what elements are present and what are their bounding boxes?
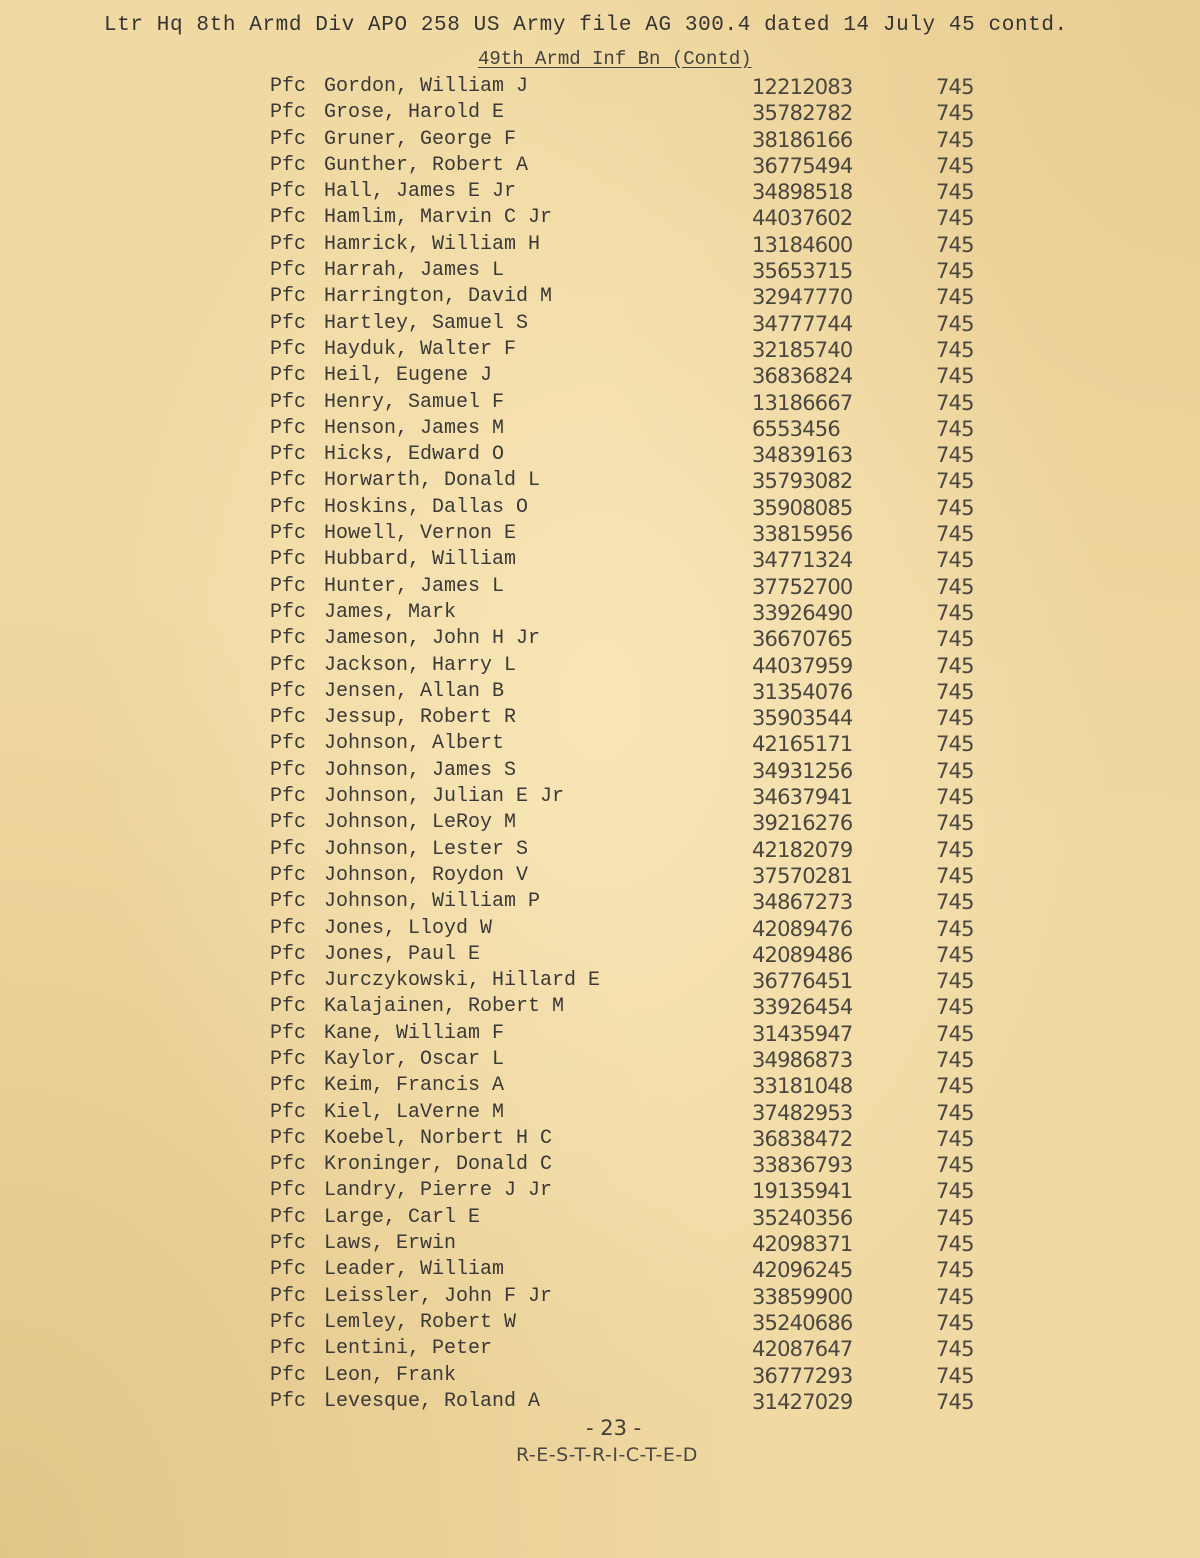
name-cell: Johnson, LeRoy M <box>324 811 517 835</box>
serial-number-cell: 33181048 <box>752 1074 853 1099</box>
rank-cell: Pfc <box>270 469 307 493</box>
rank-cell: Pfc <box>270 1337 307 1361</box>
name-cell: Hicks, Edward O <box>324 443 505 467</box>
name-cell: Johnson, Roydon V <box>324 863 529 887</box>
code-cell: 745 <box>936 390 974 415</box>
serial-number-cell: 33836793 <box>752 1153 853 1178</box>
code-cell: 745 <box>936 548 974 573</box>
serial-number-cell: 36777293 <box>752 1363 853 1388</box>
roster-row <box>270 521 1010 547</box>
roster-row <box>270 416 1010 442</box>
code-cell: 745 <box>936 1179 974 1204</box>
roster-row <box>270 311 1010 337</box>
serial-number-cell: 34867273 <box>752 890 853 915</box>
serial-number-cell: 32185740 <box>752 337 853 362</box>
rank-cell: Pfc <box>270 785 307 809</box>
letter-reference-header: Ltr Hq 8th Armd Div APO 258 US Army file AG 300.4 dated 14 July 45 contd. <box>104 14 1068 37</box>
name-cell: Hoskins, Dallas O <box>324 495 529 519</box>
rank-cell: Pfc <box>270 1363 307 1387</box>
code-cell: 745 <box>936 75 974 99</box>
rank-cell: Pfc <box>270 548 307 572</box>
serial-number-cell: 37482953 <box>752 1100 853 1125</box>
serial-number-cell: 33859900 <box>752 1284 853 1309</box>
serial-number-cell: 34986873 <box>752 1047 853 1072</box>
code-cell: 745 <box>936 522 974 547</box>
rank-cell: Pfc <box>270 1284 307 1308</box>
rank-cell: Pfc <box>270 311 307 335</box>
classification-marking: R-E-S-T-R-I-C-T-E-D <box>516 1444 698 1466</box>
roster-row <box>270 258 1010 284</box>
rank-cell: Pfc <box>270 1258 307 1282</box>
serial-number-cell: 35782782 <box>752 101 853 126</box>
rank-cell: Pfc <box>270 679 307 703</box>
rank-cell: Pfc <box>270 364 307 388</box>
serial-number-cell: 42089486 <box>752 942 853 967</box>
serial-number-cell: 34637941 <box>752 785 853 810</box>
code-cell: 745 <box>936 627 974 652</box>
serial-number-cell: 42182079 <box>752 837 853 862</box>
serial-number-cell: 44037959 <box>752 653 853 678</box>
name-cell: Hamlim, Marvin C Jr <box>324 206 553 230</box>
rank-cell: Pfc <box>270 522 307 546</box>
rank-cell: Pfc <box>270 1100 307 1124</box>
rank-cell: Pfc <box>270 890 307 914</box>
roster-row <box>270 1389 1010 1415</box>
roster-row <box>270 705 1010 731</box>
serial-number-cell: 36776451 <box>752 969 853 994</box>
serial-number-cell: 42165171 <box>752 732 853 757</box>
roster-row <box>270 1205 1010 1231</box>
roster-row <box>270 837 1010 863</box>
name-cell: Harrington, David M <box>324 285 553 309</box>
serial-number-cell: 35793082 <box>752 469 853 494</box>
rank-cell: Pfc <box>270 416 307 440</box>
code-cell: 745 <box>936 574 974 599</box>
rank-cell: Pfc <box>270 495 307 519</box>
personnel-roster <box>270 74 1010 1415</box>
roster-row <box>270 942 1010 968</box>
code-cell: 745 <box>936 1258 974 1283</box>
name-cell: Kane, William F <box>324 1021 505 1045</box>
rank-cell: Pfc <box>270 1389 307 1413</box>
roster-row <box>270 127 1010 153</box>
rank-cell: Pfc <box>270 285 307 309</box>
rank-cell: Pfc <box>270 1126 307 1150</box>
name-cell: Howell, Vernon E <box>324 522 517 546</box>
section-title: 49th Armd Inf Bn (Contd) <box>478 48 752 70</box>
rank-cell: Pfc <box>270 1179 307 1203</box>
code-cell: 745 <box>936 206 974 231</box>
name-cell: Kalajainen, Robert M <box>324 995 565 1019</box>
rank-cell: Pfc <box>270 75 307 98</box>
serial-number-cell: 34898518 <box>752 180 853 205</box>
name-cell: Large, Carl E <box>324 1205 481 1229</box>
roster-row <box>270 179 1010 205</box>
name-cell: Leon, Frank <box>324 1363 457 1387</box>
name-cell: Hall, James E Jr <box>324 180 517 204</box>
serial-number-cell: 35240686 <box>752 1310 853 1335</box>
roster-row <box>270 1231 1010 1257</box>
roster-row <box>270 337 1010 363</box>
name-cell: Kaylor, Oscar L <box>324 1047 505 1071</box>
name-cell: Leissler, John F Jr <box>324 1284 553 1308</box>
roster-row <box>270 731 1010 757</box>
roster-row <box>270 1178 1010 1204</box>
name-cell: Jones, Lloyd W <box>324 916 493 940</box>
roster-row <box>270 863 1010 889</box>
serial-number-cell: 35653715 <box>752 259 853 284</box>
code-cell: 745 <box>936 1074 974 1099</box>
name-cell: Keim, Francis A <box>324 1074 505 1098</box>
code-cell: 745 <box>936 600 974 625</box>
name-cell: Henry, Samuel F <box>324 390 505 414</box>
serial-number-cell: 44037602 <box>752 206 853 231</box>
rank-cell: Pfc <box>270 153 307 177</box>
code-cell: 745 <box>936 679 974 704</box>
name-cell: Harrah, James L <box>324 259 505 283</box>
code-cell: 745 <box>936 232 974 257</box>
page-number: - 23 - <box>586 1416 642 1440</box>
name-cell: Johnson, Lester S <box>324 837 529 861</box>
name-cell: Lemley, Robert W <box>324 1310 517 1334</box>
name-cell: Hubbard, William <box>324 548 517 572</box>
serial-number-cell: 31427029 <box>752 1389 853 1414</box>
rank-cell: Pfc <box>270 837 307 861</box>
name-cell: Kiel, LaVerne M <box>324 1100 505 1124</box>
code-cell: 745 <box>936 758 974 783</box>
rank-cell: Pfc <box>270 1153 307 1177</box>
name-cell: Hayduk, Walter F <box>324 337 517 361</box>
rank-cell: Pfc <box>270 206 307 230</box>
name-cell: Levesque, Roland A <box>324 1389 541 1413</box>
serial-number-cell: 42089476 <box>752 916 853 941</box>
name-cell: Johnson, Julian E Jr <box>324 785 565 809</box>
code-cell: 745 <box>936 1337 974 1362</box>
roster-row <box>270 495 1010 521</box>
name-cell: Horwarth, Donald L <box>324 469 541 493</box>
rank-cell: Pfc <box>270 1021 307 1045</box>
rank-cell: Pfc <box>270 758 307 782</box>
rank-cell: Pfc <box>270 232 307 256</box>
name-cell: Hartley, Samuel S <box>324 311 529 335</box>
rank-cell: Pfc <box>270 1074 307 1098</box>
roster-row <box>270 916 1010 942</box>
rank-cell: Pfc <box>270 863 307 887</box>
name-cell: Leader, William <box>324 1258 505 1282</box>
name-cell: Gordon, William J <box>324 75 529 98</box>
code-cell: 745 <box>936 416 974 441</box>
roster-row <box>270 1100 1010 1126</box>
name-cell: Hamrick, William H <box>324 232 541 256</box>
code-cell: 745 <box>936 969 974 994</box>
roster-row <box>270 284 1010 310</box>
serial-number-cell: 12212083 <box>752 75 853 99</box>
serial-number-cell: 6553456 <box>752 416 840 441</box>
serial-number-cell: 37570281 <box>752 863 853 888</box>
roster-row <box>270 968 1010 994</box>
rank-cell: Pfc <box>270 706 307 730</box>
serial-number-cell: 38186166 <box>752 127 853 152</box>
roster-row <box>270 1126 1010 1152</box>
serial-number-cell: 36838472 <box>752 1126 853 1151</box>
roster-row <box>270 1284 1010 1310</box>
code-cell: 745 <box>936 1205 974 1230</box>
code-cell: 745 <box>936 127 974 152</box>
roster-row <box>270 679 1010 705</box>
code-cell: 745 <box>936 732 974 757</box>
name-cell: Jackson, Harry L <box>324 653 517 677</box>
serial-number-cell: 36670765 <box>752 627 853 652</box>
code-cell: 745 <box>936 1310 974 1335</box>
name-cell: Johnson, Albert <box>324 732 505 756</box>
roster-row <box>270 758 1010 784</box>
serial-number-cell: 34931256 <box>752 758 853 783</box>
serial-number-cell: 33815956 <box>752 522 853 547</box>
serial-number-cell: 42096245 <box>752 1258 853 1283</box>
code-cell: 745 <box>936 153 974 178</box>
serial-number-cell: 42098371 <box>752 1232 853 1257</box>
roster-row <box>270 153 1010 179</box>
name-cell: Jameson, John H Jr <box>324 627 541 651</box>
code-cell: 745 <box>936 1389 974 1414</box>
roster-row <box>270 547 1010 573</box>
roster-row <box>270 1021 1010 1047</box>
roster-row <box>270 100 1010 126</box>
code-cell: 745 <box>936 995 974 1020</box>
roster-row <box>270 390 1010 416</box>
rank-cell: Pfc <box>270 995 307 1019</box>
rank-cell: Pfc <box>270 127 307 151</box>
serial-number-cell: 39216276 <box>752 811 853 836</box>
code-cell: 745 <box>936 785 974 810</box>
serial-number-cell: 36836824 <box>752 364 853 389</box>
roster-row <box>270 784 1010 810</box>
roster-row <box>270 468 1010 494</box>
serial-number-cell: 31354076 <box>752 679 853 704</box>
serial-number-cell: 31435947 <box>752 1021 853 1046</box>
name-cell: Heil, Eugene J <box>324 364 493 388</box>
name-cell: Laws, Erwin <box>324 1232 457 1256</box>
code-cell: 745 <box>936 942 974 967</box>
serial-number-cell: 19135941 <box>752 1179 853 1204</box>
rank-cell: Pfc <box>270 101 307 125</box>
serial-number-cell: 35908085 <box>752 495 853 520</box>
rank-cell: Pfc <box>270 653 307 677</box>
code-cell: 745 <box>936 706 974 731</box>
rank-cell: Pfc <box>270 390 307 414</box>
rank-cell: Pfc <box>270 1310 307 1334</box>
roster-row <box>270 1336 1010 1362</box>
roster-row <box>270 626 1010 652</box>
name-cell: Gunther, Robert A <box>324 153 529 177</box>
rank-cell: Pfc <box>270 180 307 204</box>
rank-cell: Pfc <box>270 259 307 283</box>
code-cell: 745 <box>936 1126 974 1151</box>
name-cell: Gruner, George F <box>324 127 517 151</box>
name-cell: Jones, Paul E <box>324 942 481 966</box>
rank-cell: Pfc <box>270 600 307 624</box>
serial-number-cell: 34777744 <box>752 311 853 336</box>
name-cell: Kroninger, Donald C <box>324 1153 553 1177</box>
roster-row <box>270 653 1010 679</box>
code-cell: 745 <box>936 469 974 494</box>
serial-number-cell: 36775494 <box>752 153 853 178</box>
serial-number-cell: 35240356 <box>752 1205 853 1230</box>
rank-cell: Pfc <box>270 337 307 361</box>
rank-cell: Pfc <box>270 443 307 467</box>
roster-row <box>270 810 1010 836</box>
rank-cell: Pfc <box>270 574 307 598</box>
serial-number-cell: 42087647 <box>752 1337 853 1362</box>
rank-cell: Pfc <box>270 1205 307 1229</box>
name-cell: Landry, Pierre J Jr <box>324 1179 553 1203</box>
rank-cell: Pfc <box>270 969 307 993</box>
code-cell: 745 <box>936 101 974 126</box>
serial-number-cell: 13184600 <box>752 232 853 257</box>
code-cell: 745 <box>936 259 974 284</box>
name-cell: Henson, James M <box>324 416 505 440</box>
serial-number-cell: 35903544 <box>752 706 853 731</box>
serial-number-cell: 34771324 <box>752 548 853 573</box>
code-cell: 745 <box>936 811 974 836</box>
code-cell: 745 <box>936 443 974 468</box>
roster-row <box>270 600 1010 626</box>
code-cell: 745 <box>936 653 974 678</box>
roster-row <box>270 232 1010 258</box>
roster-row <box>270 1152 1010 1178</box>
roster-row <box>270 1310 1010 1336</box>
roster-row <box>270 1257 1010 1283</box>
roster-row <box>270 1363 1010 1389</box>
serial-number-cell: 34839163 <box>752 443 853 468</box>
name-cell: Jurczykowski, Hillard E <box>324 969 601 993</box>
serial-number-cell: 33926454 <box>752 995 853 1020</box>
code-cell: 745 <box>936 311 974 336</box>
code-cell: 745 <box>936 837 974 862</box>
roster-row <box>270 1047 1010 1073</box>
rank-cell: Pfc <box>270 942 307 966</box>
rank-cell: Pfc <box>270 1047 307 1071</box>
name-cell: James, Mark <box>324 600 457 624</box>
code-cell: 745 <box>936 1047 974 1072</box>
rank-cell: Pfc <box>270 811 307 835</box>
roster-row <box>270 74 1010 100</box>
roster-row <box>270 363 1010 389</box>
code-cell: 745 <box>936 916 974 941</box>
code-cell: 745 <box>936 863 974 888</box>
code-cell: 745 <box>936 1100 974 1125</box>
roster-row <box>270 574 1010 600</box>
serial-number-cell: 37752700 <box>752 574 853 599</box>
code-cell: 745 <box>936 285 974 310</box>
code-cell: 745 <box>936 1363 974 1388</box>
rank-cell: Pfc <box>270 1232 307 1256</box>
roster-row <box>270 442 1010 468</box>
roster-row <box>270 205 1010 231</box>
code-cell: 745 <box>936 337 974 362</box>
rank-cell: Pfc <box>270 627 307 651</box>
serial-number-cell: 33926490 <box>752 600 853 625</box>
code-cell: 745 <box>936 495 974 520</box>
name-cell: Grose, Harold E <box>324 101 505 125</box>
code-cell: 745 <box>936 364 974 389</box>
rank-cell: Pfc <box>270 732 307 756</box>
name-cell: Jensen, Allan B <box>324 679 505 703</box>
name-cell: Hunter, James L <box>324 574 505 598</box>
code-cell: 745 <box>936 1284 974 1309</box>
name-cell: Koebel, Norbert H C <box>324 1126 553 1150</box>
roster-row <box>270 1073 1010 1099</box>
code-cell: 745 <box>936 1232 974 1257</box>
name-cell: Johnson, William P <box>324 890 541 914</box>
serial-number-cell: 13186667 <box>752 390 853 415</box>
name-cell: Johnson, James S <box>324 758 517 782</box>
name-cell: Lentini, Peter <box>324 1337 493 1361</box>
code-cell: 745 <box>936 890 974 915</box>
roster-row <box>270 889 1010 915</box>
code-cell: 745 <box>936 180 974 205</box>
serial-number-cell: 32947770 <box>752 285 853 310</box>
code-cell: 745 <box>936 1021 974 1046</box>
roster-row <box>270 994 1010 1020</box>
rank-cell: Pfc <box>270 916 307 940</box>
code-cell: 745 <box>936 1153 974 1178</box>
name-cell: Jessup, Robert R <box>324 706 517 730</box>
